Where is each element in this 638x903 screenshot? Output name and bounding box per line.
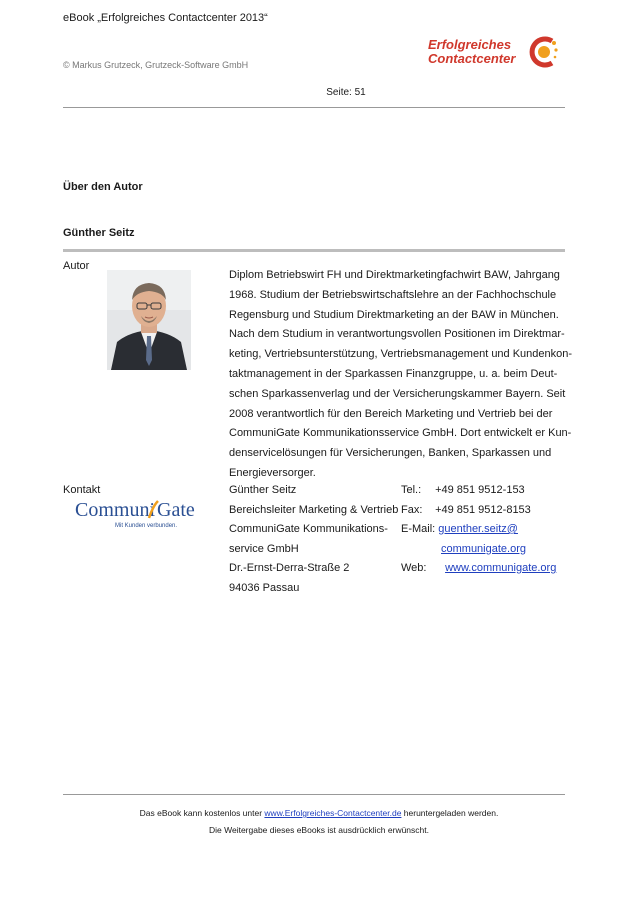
contact-label: Kontakt	[63, 484, 101, 496]
logo-tagline: Mit Kunden verbunden.	[115, 523, 178, 529]
address-line: Bereichsleiter Marketing & Vertrieb	[229, 503, 399, 516]
bio-line: Nach dem Studium in verantwortungsvollen Positionen im Direktmar-	[229, 328, 565, 341]
fax-row	[401, 501, 556, 521]
logo-c-icon	[526, 34, 558, 70]
author-photo	[107, 270, 191, 370]
footer-download-note	[0, 808, 638, 818]
bio-line: 1968. Studium der Betriebswirtschaftslehre an der Fachhochschule	[229, 288, 557, 301]
fax-label: Fax:	[401, 503, 423, 516]
bio-line: Regensburg und Studium Direktmarketing an der BAW in München.	[229, 308, 559, 321]
header-divider	[63, 107, 565, 108]
bio-line: taktmanagement in der Sparkassen Finanzgruppe, u. a. beim Deut-	[229, 367, 558, 380]
author-name-heading: Günther Seitz	[63, 227, 135, 239]
logo-text-communi: Communi	[75, 499, 156, 521]
footer-divider	[63, 794, 565, 795]
email-link-continued[interactable]: communigate.org	[441, 542, 526, 555]
footer-text-post: heruntergeladen werden.	[401, 808, 499, 818]
erfolgreiches-contactcenter-logo	[428, 34, 558, 80]
bio-line: schen Sparkassenverlag und der Versicherungskammer Bayern. Seit	[229, 387, 566, 400]
logo-text-gate: Gate	[157, 499, 195, 521]
logo-line1: Erfolgreiches	[428, 37, 512, 52]
contact-address	[229, 481, 398, 598]
web-link[interactable]: www.communigate.org	[445, 562, 557, 574]
bio-line: denservicelösungen für Versicherungen, Banken, Sparkassen und	[229, 447, 552, 460]
section-heading: Über den Autor	[63, 181, 143, 193]
copyright-text: © Markus Grutzeck, Grutzeck-Software GmbH	[63, 60, 249, 70]
bio-line: Energieversorger.	[229, 466, 316, 479]
address-line: 94036 Passau	[229, 581, 300, 594]
email-row	[401, 520, 556, 540]
footer-text-pre: Das eBook kann kostenlos unter	[139, 808, 265, 818]
logo-line2: Contactcenter	[428, 51, 516, 66]
bio-line: keting, Vertriebsunterstützung, Vertriebsmanagement und Kundenkon-	[229, 348, 573, 361]
address-line: Dr.-Ernst-Derra-Straße 2	[229, 562, 350, 574]
address-line: service GmbH	[229, 542, 299, 555]
footer-sharing-note: Die Weitergabe dieses eBooks ist ausdrücklich erwünscht.	[208, 825, 429, 835]
tel-label: Tel.:	[401, 484, 422, 496]
tel-value: +49 851 9512-153	[435, 484, 525, 496]
bio-line: Diplom Betriebswirt FH und Direktmarketingfachwirt BAW, Jahrgang	[229, 269, 560, 281]
contact-details	[401, 481, 556, 579]
address-line: Günther Seitz	[229, 484, 297, 496]
author-bio	[229, 266, 573, 484]
author-label: Autor	[63, 260, 90, 272]
fax-value: +49 851 9512-8153	[435, 503, 531, 516]
footer-website-link[interactable]: www.Erfolgreiches-Contactcenter.de	[264, 808, 402, 818]
page-number: Seite: 51	[326, 87, 366, 98]
web-row	[401, 559, 556, 579]
email-label: E-Mail:	[401, 523, 436, 535]
email-row-continued	[401, 540, 556, 560]
communigate-logo	[75, 497, 205, 537]
web-label: Web:	[401, 562, 427, 574]
bio-line: 2008 verantwortlich für den Bereich Marketing und Vertrieb bei der	[229, 407, 553, 420]
logo-swoosh-icon	[147, 500, 159, 520]
ebook-title: eBook „Erfolgreiches Contactcenter 2013“	[63, 12, 268, 24]
tel-row	[401, 481, 556, 501]
address-line: CommuniGate Kommunikations-	[229, 523, 388, 535]
section-divider	[63, 249, 565, 252]
email-link[interactable]: guenther.seitz@	[438, 523, 518, 535]
bio-line: CommuniGate Kommunikationsservice GmbH. Dort entwickelt er Kun-	[229, 427, 572, 440]
